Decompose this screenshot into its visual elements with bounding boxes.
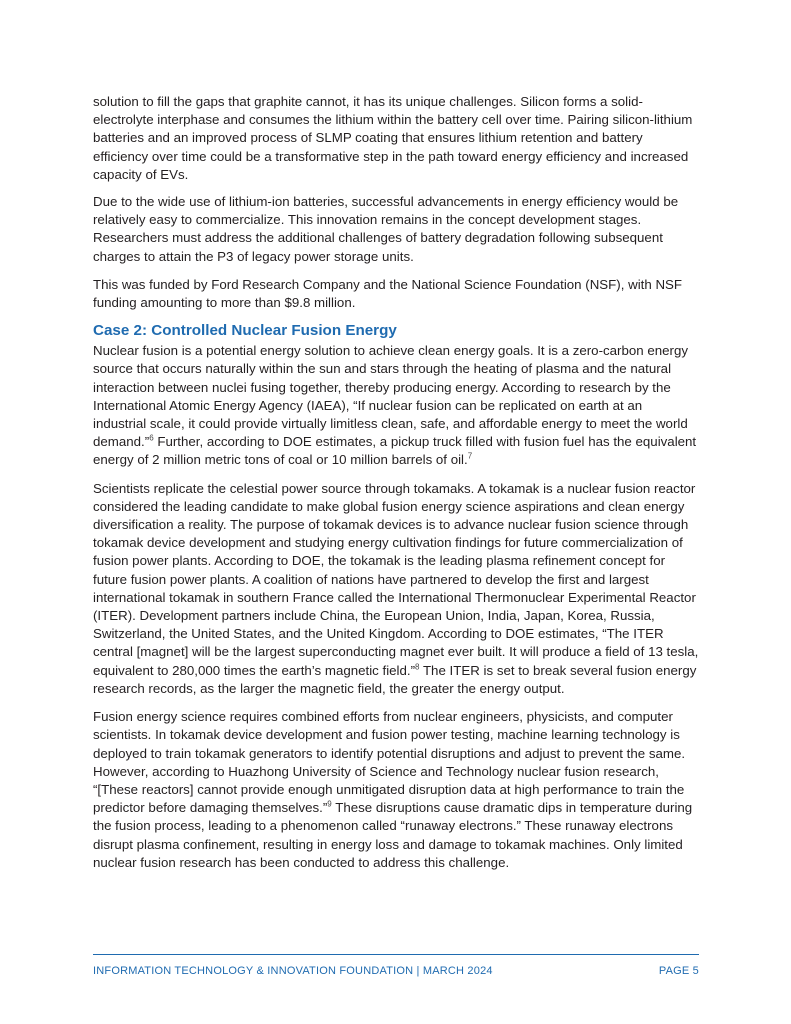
paragraph	[93, 342, 699, 469]
page-number: PAGE 5	[658, 965, 699, 977]
footer-publication: INFORMATION TECHNOLOGY & INNOVATION FOUNDATION | MARCH 2024	[93, 965, 493, 977]
footnote-marker[interactable]: 9	[327, 799, 332, 809]
paragraph-text: Nuclear fusion is a potential energy solution to achieve clean energy goals. It is a zero-carbon energy source that occurs naturally within the sun and stars through the heating of plasma and the natural interaction between nuclei fusing together, thereby producing energy. According to research by the International Atomic Energy Agency (IAEA), “If nuclear fusion can be replicated on earth at an industrial scale, it could provide virtually limitless clean, safe, and affordable energy to meet the world demand.”	[93, 343, 689, 450]
paragraph-text: The ITER is set to break several fusion energy research records, as the larger the magnetic field, the greater the energy output.	[93, 662, 697, 696]
paragraph: This was funded by Ford Research Company and the National Science Foundation (NSF), with NSF funding amounting to more than $9.8 million.	[93, 276, 683, 311]
paragraph-text: Further, according to DOE estimates, a pickup truck filled with fusion fuel has the equivalent energy of 2 million metric tons of coal or 10 million barrels of oil.	[93, 434, 697, 468]
footnote-marker[interactable]: 6	[149, 433, 154, 443]
paragraph-text: Scientists replicate the celestial power source through tokamaks. A tokamak is a nuclear fusion reactor considered the leading candidate to make global fusion energy science aspirations and clean energy diversification a reality. The purpose of tokamak devices is to advance nuclear fusion science through tokamak device development and studying energy cultivation findings for future commercialization of fusion power plants. According to DOE, the tokamak is the leading plasma refinement concept for future fusion power plants. A coalition of nations have partnered to develop the first and largest international tokamak in southern France called the International Thermonuclear Experimental Reactor (ITER). Development partners include China, the European Union, India, Japan, Korea, Russia, Switzerland, the United States, and the United Kingdom. According to DOE estimates, “The ITER central [magnet] will be the largest superconducting magnet ever built. It will produce a field of 13 tesla, equivalent to 280,000 times the earth’s magnetic field.”	[93, 480, 699, 678]
footnote-marker[interactable]: 7	[467, 452, 473, 462]
footer-divider	[93, 954, 699, 955]
document-body	[93, 93, 699, 882]
paragraph: solution to fill the gaps that graphite cannot, it has its unique challenges. Silicon forms a solid-electrolyte interphase and consumes the lithium within the battery cell over time. Pairing silicon-lithium batteries and an improved process of SLMP coating that ensures lithium retention and battery efficiency over time could be a transformative step in the path toward energy efficiency and increased capacity of EVs.	[93, 94, 693, 182]
paragraph	[93, 480, 699, 698]
paragraph: Due to the wide use of lithium-ion batteries, successful advancements in energy efficiency would be relatively easy to commercialize. This innovation remains in the concept development stages. Researchers must address the additional challenges of battery degradation following subsequent charges to attain the P3 of legacy power storage units.	[93, 194, 679, 264]
paragraph-text: Fusion energy science requires combined efforts from nuclear engineers, physicists, and computer scientists. In tokamak device development and fusion power testing, machine learning technology is deployed to train tokamak generators to identify potential disruptions and adjust to prevent the same. However, according to Huazhong University of Science and Technology nuclear fusion research, “[These reactors] cannot provide enough unmitigated disruption data at high performance to train the predictor before damaging themselves.”	[93, 709, 686, 816]
paragraph	[93, 708, 699, 872]
page-footer	[93, 964, 699, 978]
footnote-marker[interactable]: 8	[415, 662, 420, 672]
paragraph-text: These disruptions cause dramatic dips in temperature during the fusion process, leading to a phenomenon called “runaway electrons.” These runaway electrons disrupt plasma confinement, resulting in energy loss and damage to tokamak machines. Only limited nuclear fusion research has been conducted to address this challenge.	[93, 800, 693, 870]
section-heading: Case 2: Controlled Nuclear Fusion Energy	[93, 322, 397, 340]
